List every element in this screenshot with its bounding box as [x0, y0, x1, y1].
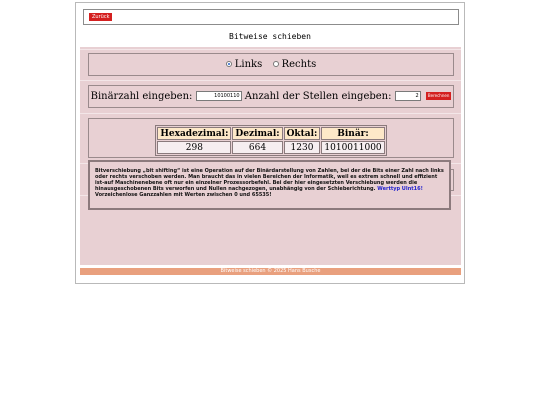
binary-label: Binärzahl eingeben:	[90, 91, 193, 102]
app-frame	[75, 2, 465, 284]
header-dec: Dezimal:	[232, 127, 282, 140]
header-hex: Hexadezimal:	[157, 127, 231, 140]
back-button[interactable]: Zurück	[89, 13, 112, 21]
results-header-row	[157, 127, 384, 140]
page-title: Bitweise schieben	[229, 32, 311, 41]
value-hex: 298	[157, 141, 231, 154]
footer: Bitweise schieben © 2025 Hans Busche	[80, 268, 461, 275]
radio-rechts[interactable]	[273, 59, 317, 70]
main-panel	[80, 47, 461, 265]
binary-input[interactable]: 10100110	[196, 91, 242, 101]
radio-links-icon[interactable]	[226, 61, 232, 67]
results-table	[155, 125, 386, 156]
header-oct: Oktal:	[284, 127, 321, 140]
places-input[interactable]: 2	[395, 91, 421, 101]
info-highlight: Werttyp UInt16!	[377, 186, 423, 192]
info-text-2: Vorzeichenlose Ganzzahlen mit Werten zwischen 0 und 65535!	[95, 192, 272, 198]
info-text: Bitverschiebung „bit shifting“ ist eine Operation auf der Binärdarstellung von Zahlen, bei der die Bits einer Zahl nach links oder rechts verschoben werden. Man braucht das in vielen Bereichen der Informatik, weil es extrem schnell und effizient ist-auf Maschinenebene oft nur ein einzelner Prozessorbefehl. Bei der hier eingesetzten Verschiebung werden die hinausgeschobenen Bits verworfen und Nullen nachgezogen, unabhängig von der Schieberichtung.	[95, 168, 444, 192]
top-bar	[83, 9, 459, 25]
separator	[80, 80, 461, 81]
info-box	[88, 160, 451, 210]
separator	[80, 113, 461, 114]
calculate-button[interactable]: Berechnen	[427, 92, 450, 98]
input-box	[88, 85, 454, 108]
places-label: Anzahl der Stellen eingeben:	[244, 91, 392, 102]
radio-links-label: Links	[234, 59, 263, 70]
header-bin: Binär:	[321, 127, 384, 140]
value-dec: 664	[232, 141, 282, 154]
radio-rechts-icon[interactable]	[273, 61, 279, 67]
results-box	[88, 118, 454, 158]
radio-rechts-label: Rechts	[281, 59, 317, 70]
value-bin: 1010011000	[321, 141, 384, 154]
separator	[80, 49, 461, 50]
results-value-row	[157, 141, 384, 154]
value-oct: 1230	[284, 141, 321, 154]
radio-links[interactable]	[226, 59, 262, 70]
direction-box	[88, 53, 454, 76]
